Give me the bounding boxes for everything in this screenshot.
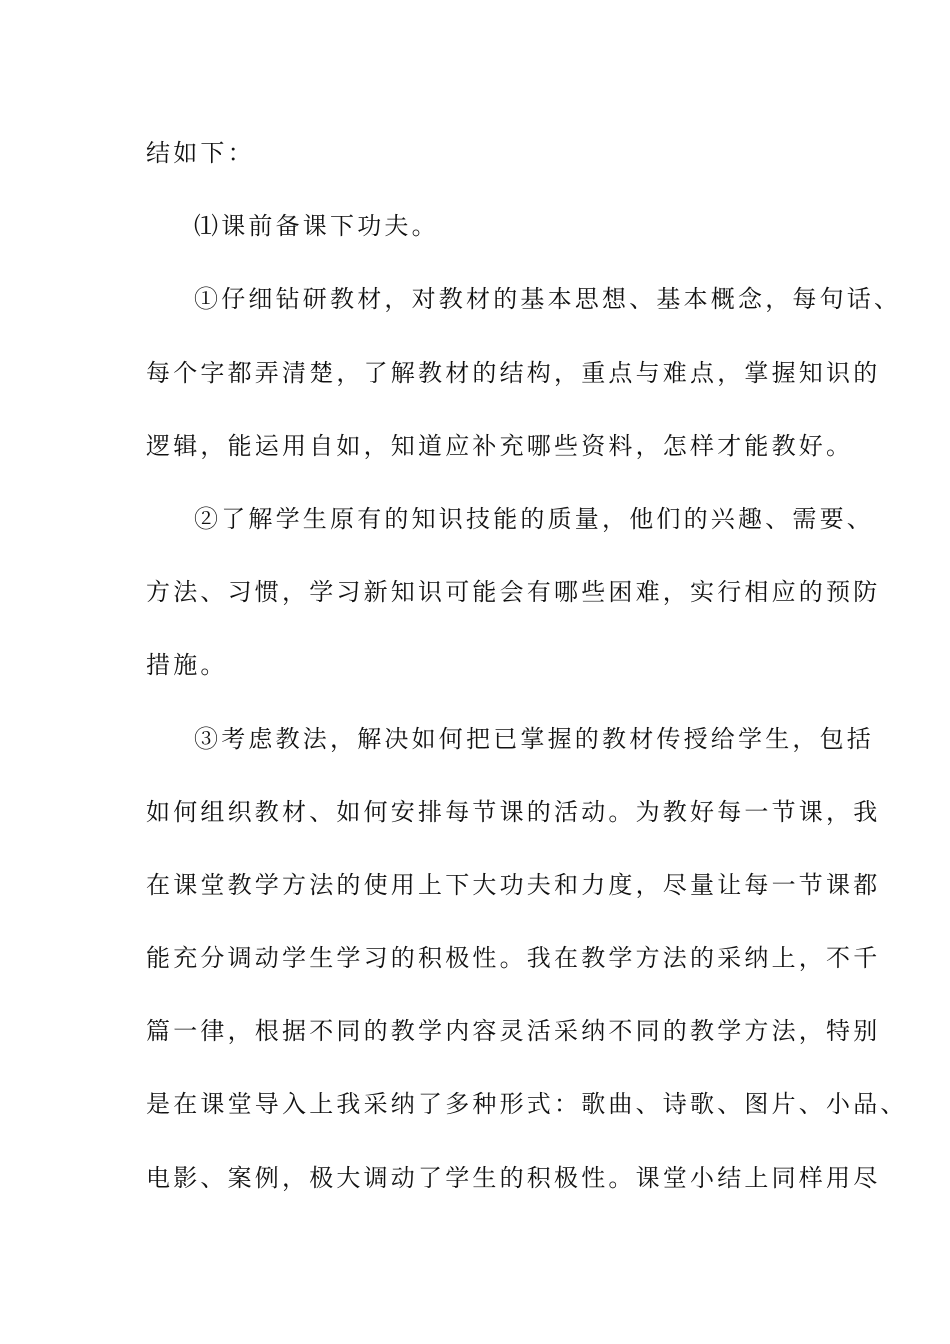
text-line-15: 电影、案例，极大调动了学生的积极性。课堂小结上同样用尽 bbox=[146, 1163, 881, 1192]
text-line-8: 措施。 bbox=[146, 651, 228, 680]
section-heading: ⑴课前备课下功夫。 bbox=[194, 212, 439, 241]
text-line-12: 能充分调动学生学习的积极性。我在教学方法的采纳上，不千 bbox=[146, 944, 881, 973]
text-line-1: 结如下： bbox=[146, 139, 255, 167]
text-line-5: 逻辑，能运用自如，知道应补充哪些资料，怎样才能教好。 bbox=[146, 431, 854, 460]
text-line-4: 每个字都弄清楚，了解教材的结构，重点与难点，掌握知识的 bbox=[146, 358, 881, 387]
text-line-9: ③考虑教法，解决如何把已掌握的教材传授给学生，包括 bbox=[194, 724, 874, 753]
text-line-6: ②了解学生原有的知识技能的质量，他们的兴趣、需要、 bbox=[194, 504, 874, 533]
body-text bbox=[146, 130, 908, 1228]
text-line-3: ①仔细钻研教材，对教材的基本思想、基本概念，每句话、 bbox=[194, 285, 902, 314]
text-line-13: 篇一律，根据不同的教学内容灵活采纳不同的教学方法，特别 bbox=[146, 1017, 881, 1046]
text-line-10: 如何组织教材、如何安排每节课的活动。为教好每一节课，我 bbox=[146, 797, 881, 826]
text-line-11: 在课堂教学方法的使用上下大功夫和力度，尽量让每一节课都 bbox=[146, 870, 881, 899]
text-line-14: 是在课堂导入上我采纳了多种形式：歌曲、诗歌、图片、小品、 bbox=[146, 1090, 908, 1119]
text-line-7: 方法、习惯，学习新知识可能会有哪些困难，实行相应的预防 bbox=[146, 578, 881, 607]
